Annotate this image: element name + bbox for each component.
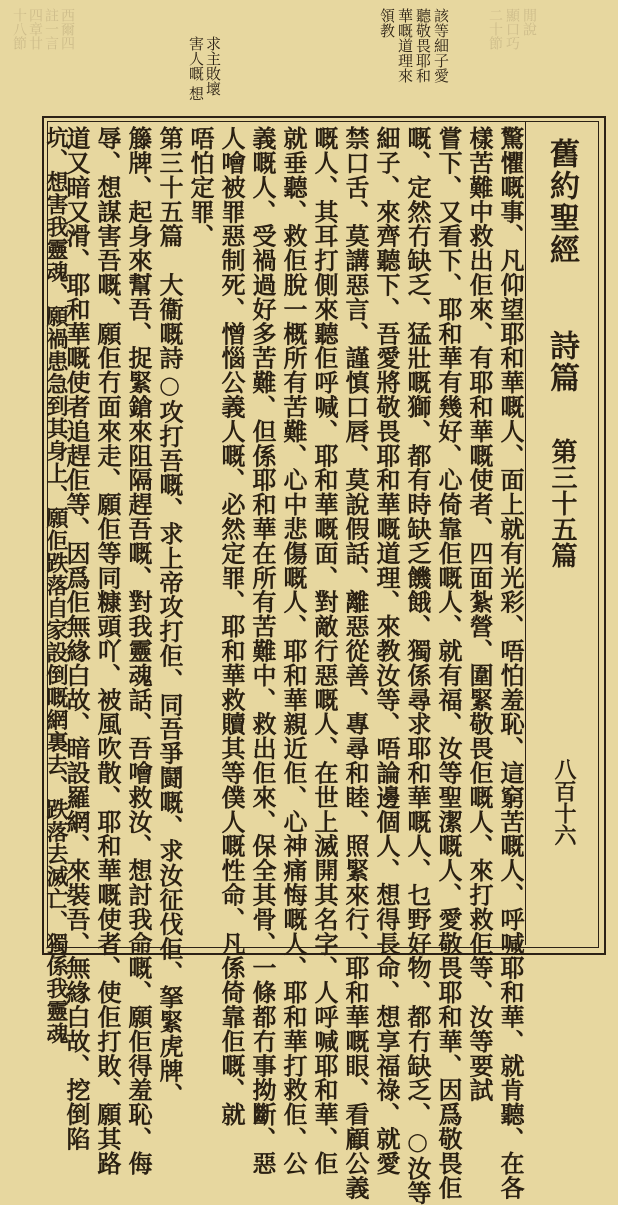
text-column: 細子、來齊聽下、吾愛將敬畏耶和華嘅道理、來教汝等、唔論邊個人、想得長命、想享福祿、就愛 bbox=[372, 126, 401, 1176]
ghost-note: 顯口巧 bbox=[504, 8, 520, 50]
text-column: 義嘅人、受禍過好多苦難、但係耶和華在所有苦難中、救出佢來、保全其骨、一條都冇事拗斷、惡 bbox=[248, 126, 277, 1176]
text-column: 第三十五篇 大衞嘅詩○攻打吾嘅、求上帝攻打佢、同吾爭鬪嘅、求汝征伐佢、拏緊虎牌、 bbox=[155, 126, 184, 1107]
text-column: 嘅、定然冇缺乏、猛壯嘅獅、都有時缺乏饑餓、獨係尋求耶和華嘅人、乜野好物、都冇缺乏、○汝等 bbox=[403, 126, 432, 1205]
margin-note: 求主敗壞 bbox=[204, 36, 222, 96]
text-column: 嘗下、又看下、耶和華有幾好、心倚靠佢嘅人、就有福、汝等聖潔嘅人、愛敬畏耶和華、因爲敬畏佢 bbox=[434, 126, 463, 1200]
text-column: 道又暗又滑、耶和華嘅使者追趕佢等、因爲佢無緣白故、暗設羅網、來裝吾、無緣白故、挖倒陷 bbox=[62, 126, 91, 1151]
margin-note: 華嘅道理來 bbox=[396, 8, 414, 83]
text-column: 辱、想謀害吾嘅、願佢冇面來走、願佢等同糠頭吖、被風吹散、耶和華嘅使者、使佢打敗、願其路 bbox=[93, 126, 122, 1176]
margin-note: 聽敬畏耶和 bbox=[414, 8, 432, 83]
text-column: 人噲被罪惡制死、憎惱公義人嘅、必然定罪、耶和華救贖其等僕人嘅性命、凡係倚靠佢嘅、就 bbox=[217, 126, 246, 1127]
text-column: 嘅人、其耳打側來聽佢呼喊、耶和華嘅面、對敵行惡嘅人、在世上滅開其名字、人呼喊耶和華、佢 bbox=[310, 126, 339, 1176]
ghost-note: 四章廿 bbox=[27, 8, 43, 50]
ghost-note: 二十節 bbox=[487, 8, 503, 50]
margin-note: 領教 bbox=[378, 8, 396, 38]
text-column: 樣苦難中救出佢來、有耶和華嘅使者、四面紮營、圍緊敬畏佢嘅人、來打救佢等、汝等要試 bbox=[465, 126, 494, 1102]
text-column: 就垂聽、救佢脫一概所有苦難、心中悲傷嘅人、耶和華親近佢、心神痛悔嘅人、耶和華打救佢、公 bbox=[279, 126, 308, 1176]
text-column: 禁口舌、莫講惡言、謹慎口唇、莫說假話、離惡從善、專尋和睦、照緊來行、耶和華嘅眼、看顧公義 bbox=[341, 126, 370, 1200]
page-number: 八百十六 bbox=[551, 758, 577, 846]
margin-note: 害人嘅 bbox=[187, 36, 205, 81]
text-column: 籐牌、起身來幫吾、捉緊鎗來阻隔趕吾嘅、對我靈魂話、吾噲救汝、想討我命嘅、願佢得羞恥、侮 bbox=[124, 126, 153, 1176]
chapter-heading: 第三十五篇 bbox=[547, 438, 577, 568]
ghost-note: 西爾四 bbox=[59, 8, 75, 50]
book-section: 詩篇 bbox=[544, 330, 579, 394]
text-column: 唔怕定罪、 bbox=[186, 126, 215, 248]
text-column: 坑、想害我靈魂、願禍患急到其身上、願佢跌落自家設倒嘅網裏去、跌落去滅亡、獨係我靈魂 bbox=[43, 126, 69, 1045]
ghost-note: 註一言 bbox=[43, 8, 59, 50]
text-column: 驚懼嘅事、凡仰望耶和華嘅人、面上就有光彩、唔怕羞恥、這窮苦嘅人、呼喊耶和華、就肯聽、在各 bbox=[496, 126, 525, 1200]
margin-note: 想 bbox=[187, 86, 205, 101]
ghost-note: 閒說 bbox=[521, 8, 537, 36]
header-column-rule bbox=[525, 122, 526, 945]
book-title: 舊約聖經 bbox=[544, 138, 579, 266]
margin-note: 該等細子愛 bbox=[432, 8, 450, 83]
ghost-note: 十八節 bbox=[11, 8, 27, 50]
